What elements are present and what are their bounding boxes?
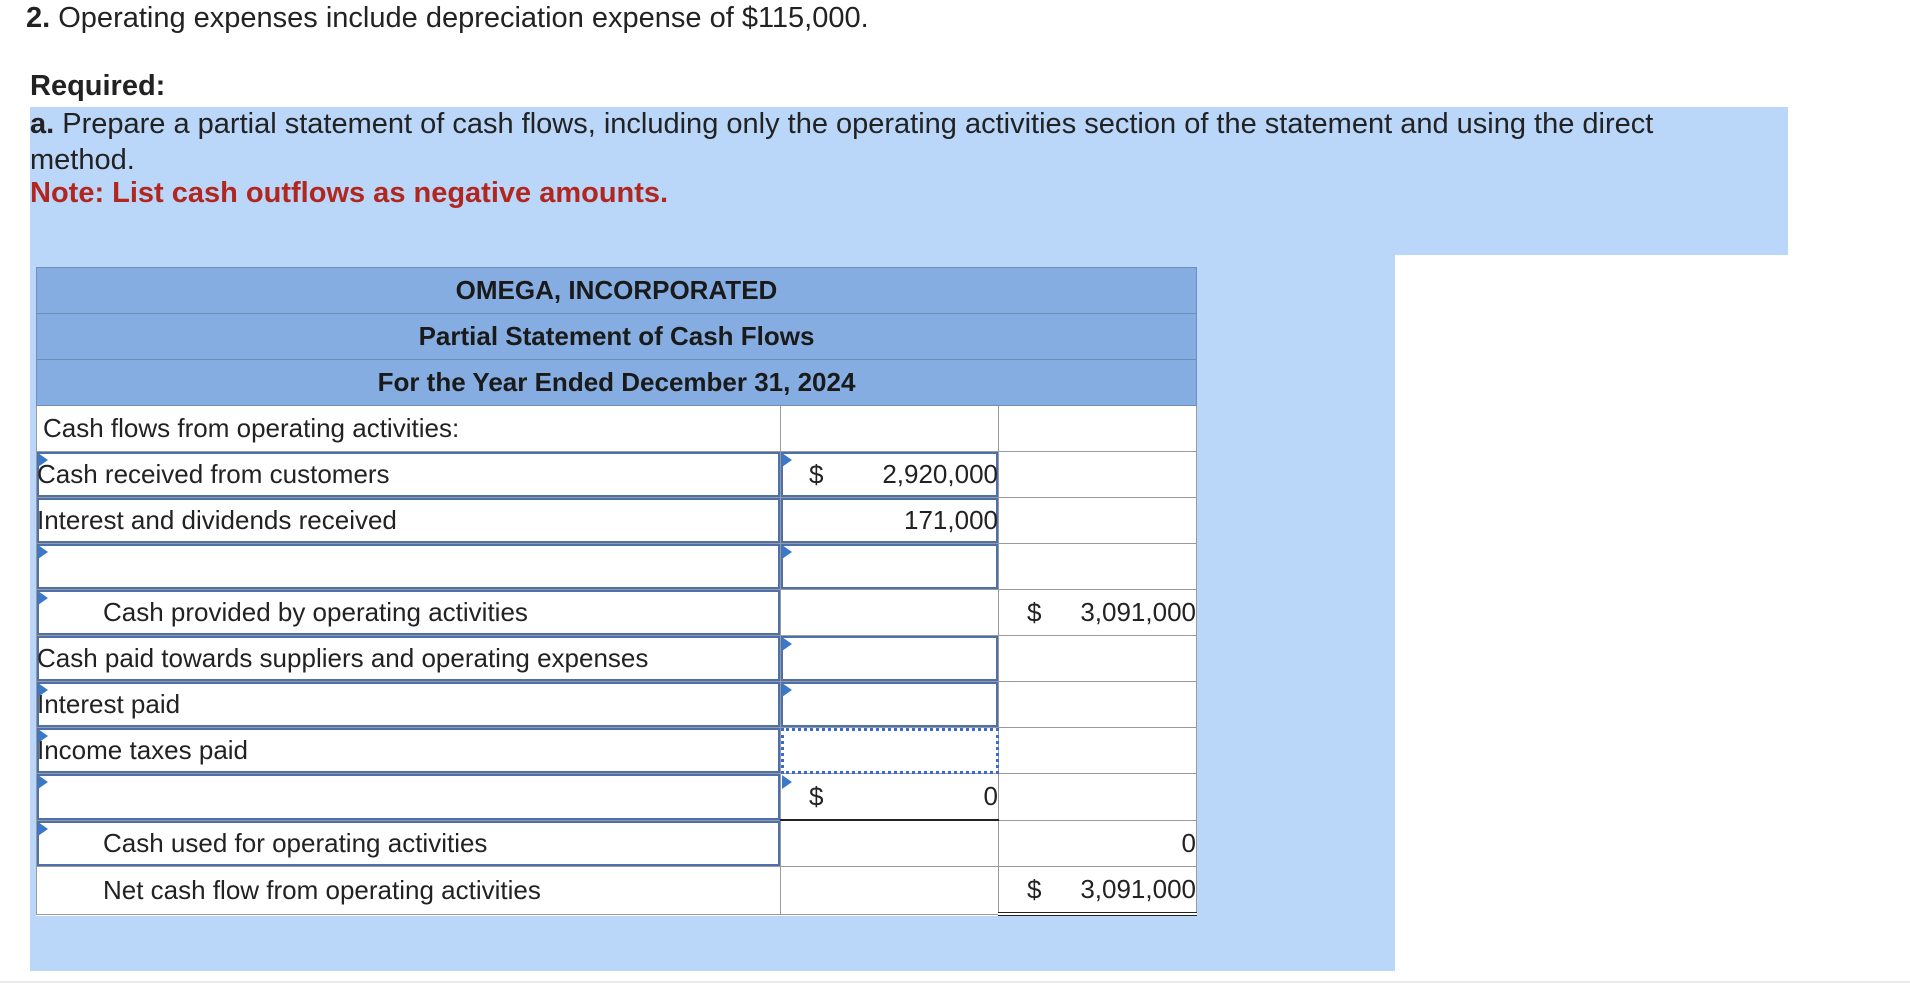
table-row <box>37 498 1197 544</box>
cash-flow-statement-table <box>36 267 1197 916</box>
total-cell <box>999 682 1197 728</box>
total-cell <box>999 452 1197 498</box>
total-cell <box>999 498 1197 544</box>
part-label: a. <box>30 108 55 140</box>
table-row <box>37 452 1197 498</box>
total-cell <box>999 636 1197 682</box>
amount-input[interactable] <box>781 636 999 682</box>
instruction-text <box>30 106 1760 178</box>
amount-input[interactable] <box>781 544 999 590</box>
amount-value: 2,920,000 <box>882 459 998 489</box>
dollar-sign: $ <box>809 781 824 811</box>
instruction-body: Prepare a partial statement of cash flows, including only the operating activities section of the statement and using the direct method. <box>30 108 1654 176</box>
amount-value: 0 <box>983 781 998 811</box>
table-row <box>37 774 1197 821</box>
row-label-dropdown[interactable] <box>37 544 781 590</box>
amount-input[interactable] <box>781 682 999 728</box>
row-label-dropdown[interactable]: Interest and dividends received <box>37 498 781 544</box>
amount-input[interactable] <box>781 452 999 498</box>
row-label-dropdown[interactable]: Income taxes paid <box>37 728 781 774</box>
subtotal-label[interactable]: Cash provided by operating activities <box>37 590 781 636</box>
amount-cell <box>781 406 999 452</box>
statement-title: Partial Statement of Cash Flows <box>37 314 1197 360</box>
net-total-cell <box>999 867 1197 915</box>
amount-input-focused[interactable] <box>781 728 999 774</box>
row-label: Cash flows from operating activities: <box>37 406 781 452</box>
table-row <box>37 820 1197 867</box>
total-cell <box>999 728 1197 774</box>
row-label: Net cash flow from operating activities <box>37 867 781 915</box>
question-text <box>26 2 869 35</box>
divider <box>0 981 1910 983</box>
total-value: 0 <box>1181 827 1196 858</box>
table-row <box>37 728 1197 774</box>
note-text: Note: List cash outflows as negative amounts. <box>30 177 669 209</box>
row-label-dropdown[interactable] <box>37 774 781 821</box>
total-cell <box>999 406 1197 452</box>
table-row <box>37 867 1197 915</box>
amount-value: 171,000 <box>904 505 998 535</box>
subtotal-label[interactable]: Cash used for operating activities <box>37 820 781 867</box>
total-cell <box>999 774 1197 821</box>
total-value: 3,091,000 <box>1080 874 1196 904</box>
table-row <box>37 406 1197 452</box>
dollar-sign: $ <box>1027 874 1042 904</box>
table-row <box>37 544 1197 590</box>
amount-input[interactable] <box>781 498 999 544</box>
question-body: Operating expenses include depreciation expense of $115,000. <box>58 2 869 34</box>
total-value: 3,091,000 <box>1080 597 1196 627</box>
row-label-dropdown[interactable]: Interest paid <box>37 682 781 728</box>
amount-cell <box>781 590 999 636</box>
table-row <box>37 682 1197 728</box>
amount-subtotal-cell <box>781 774 999 821</box>
question-number: 2. <box>26 2 51 34</box>
table-row <box>37 636 1197 682</box>
dollar-sign: $ <box>1027 597 1042 627</box>
total-cell <box>999 544 1197 590</box>
total-value-cell <box>999 590 1197 636</box>
table-row <box>37 590 1197 636</box>
dollar-sign: $ <box>809 459 824 489</box>
row-label-dropdown[interactable]: Cash paid towards suppliers and operating expenses <box>37 636 781 682</box>
company-name: OMEGA, INCORPORATED <box>37 268 1197 314</box>
row-label-dropdown[interactable]: Cash received from customers <box>37 452 781 498</box>
amount-cell <box>781 820 999 867</box>
required-heading: Required: <box>30 70 166 102</box>
statement-period: For the Year Ended December 31, 2024 <box>37 360 1197 406</box>
total-value-cell <box>999 820 1197 867</box>
amount-cell <box>781 867 999 915</box>
